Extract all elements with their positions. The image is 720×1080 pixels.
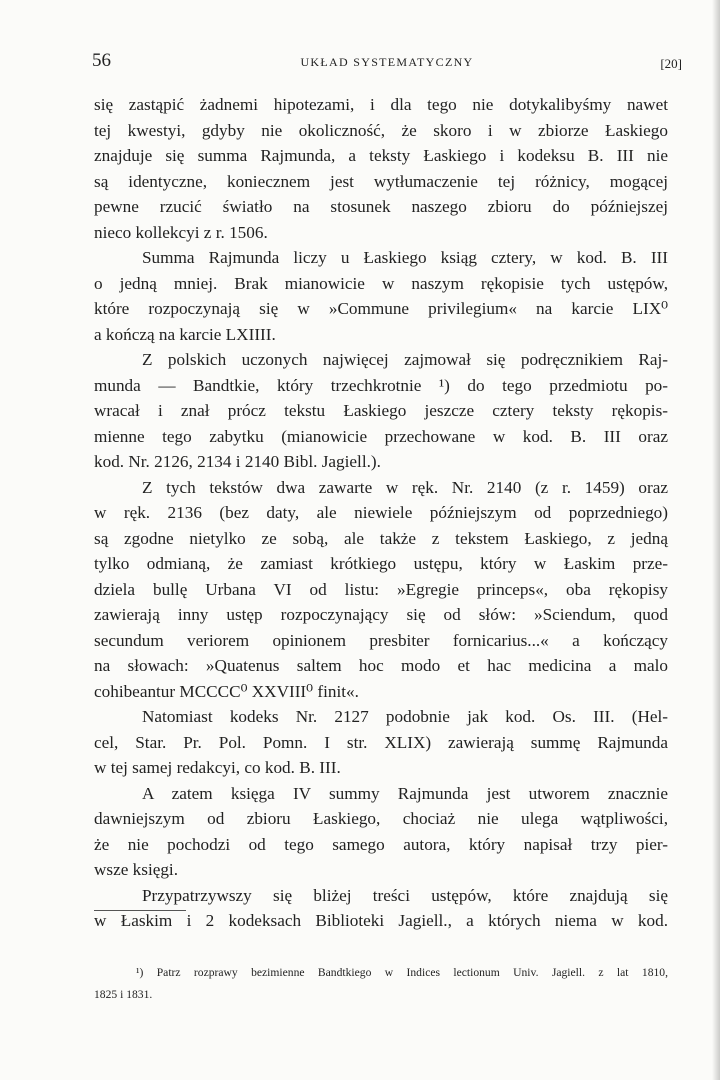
text-line: Natomiast kodeks Nr. 2127 podobnie jak kod. Os. III. (Hel- [142, 707, 668, 726]
text-line: kod. Nr. 2126, 2134 i 2140 Bibl. Jagiell.). [94, 452, 381, 471]
running-head: UKŁAD SYSTEMATYCZNY [300, 55, 474, 69]
text-line: o jedną mniej. Brak mianowicie w naszym rękopisie tych ustępów, [94, 273, 668, 293]
text-line: dziela bullę Urbana VI od listu: »Egregie princeps«, oba rękopisy [94, 579, 668, 599]
text-line: na słowach: »Quatenus saltem hoc modo et hac medicina a malo [94, 656, 668, 675]
page-number: 56 [92, 50, 111, 71]
footnote [94, 962, 668, 1006]
text-line: wsze księgi. [94, 860, 179, 879]
page-header [92, 50, 682, 78]
text-line: mienne tego zabytku (mianowicie przechowane w kod. B. III oraz [94, 426, 668, 446]
text-line: są identyczne, koniecznem jest wytłumaczenie tej różnicy, mogącej [94, 171, 668, 191]
text-line: a kończą na karcie LXIIII. [94, 324, 276, 344]
text-line: Z tych tekstów dwa zawarte w ręk. Nr. 2140 (z r. 1459) oraz [142, 477, 668, 497]
text-line: znajduje się summa Rajmunda, a teksty Łaskiego i kodeksu B. III nie [94, 146, 668, 165]
text-line: wracał i znał prócz tekstu Łaskiego jeszcze cztery teksty rękopis- [94, 401, 668, 420]
text-line: pewne rzucić światło na stosunek naszego zbioru do późniejszej [94, 197, 668, 216]
text-line: secundum veriorem opinionem presbiter fornicarius...« a kończący [94, 630, 668, 650]
text-line: że nie pochodzi od tego samego autora, który napisał trzy pier- [94, 834, 668, 854]
text-line: tylko odmianą, że zamiast krótkiego ustępu, który w Łaskim prze- [94, 554, 668, 573]
footnote-line: ¹) Patrz rozprawy bezimienne Bandtkiego w Indices lectionum Univ. Jagiell. z lat 1810, [136, 966, 668, 979]
text-line: Przypatrzywszy się bliżej treści ustępów, które znajdują się [142, 885, 668, 905]
text-line: munda — Bandtkie, który trzechkrotnie ¹) do tego przedmiotu po- [94, 375, 668, 395]
text-line: które rozpoczynają się w »Commune privilegium« na karcie LIX⁰ [94, 299, 668, 318]
text-line: Summa Rajmunda liczy u Łaskiego ksiąg cztery, w kod. B. III [142, 248, 668, 267]
footnote-line: 1825 i 1831. [94, 988, 153, 1001]
text-line: dawniejszym od zbioru Łaskiego, chociaż nie ulega wątpliwości, [94, 809, 668, 828]
text-line: tej kwestyi, gdyby nie okoliczność, że skoro i w zbiorze Łaskiego [94, 120, 668, 140]
page-edge-shadow [712, 0, 720, 1080]
text-line: nieco kollekcyi z r. 1506. [94, 222, 268, 242]
text-line: się zastąpić żadnemi hipotezami, i dla tego nie dotykalibyśmy nawet [94, 95, 668, 114]
text-line: cohibeantur MCCCC⁰ XXVIII⁰ finit«. [94, 681, 359, 701]
body-text [94, 92, 668, 934]
footnote-separator [94, 910, 186, 911]
text-line: w tej samej redakcyi, co kod. B. III. [94, 758, 341, 777]
text-line: w ręk. 2136 (bez daty, ale niewiele późniejszym od poprzedniego) [94, 503, 668, 522]
text-line: Z polskich uczonych najwięcej zajmował się podręcznikiem Raj- [142, 350, 668, 369]
section-number: [20] [660, 56, 682, 71]
text-line: A zatem księga IV summy Rajmunda jest utworem znacznie [142, 783, 668, 803]
text-line: zawierają inny ustęp rozpoczynający się od słów: »Sciendum, quod [94, 605, 668, 624]
text-line: są zgodne nietylko ze sobą, ale także z tekstem Łaskiego, z jedną [94, 528, 668, 548]
text-line: w Łaskim i 2 kodeksach Biblioteki Jagiell., a których niema w kod. [94, 911, 668, 930]
text-line: cel, Star. Pr. Pol. Pomn. I str. XLIX) zawierają summę Rajmunda [94, 732, 668, 752]
